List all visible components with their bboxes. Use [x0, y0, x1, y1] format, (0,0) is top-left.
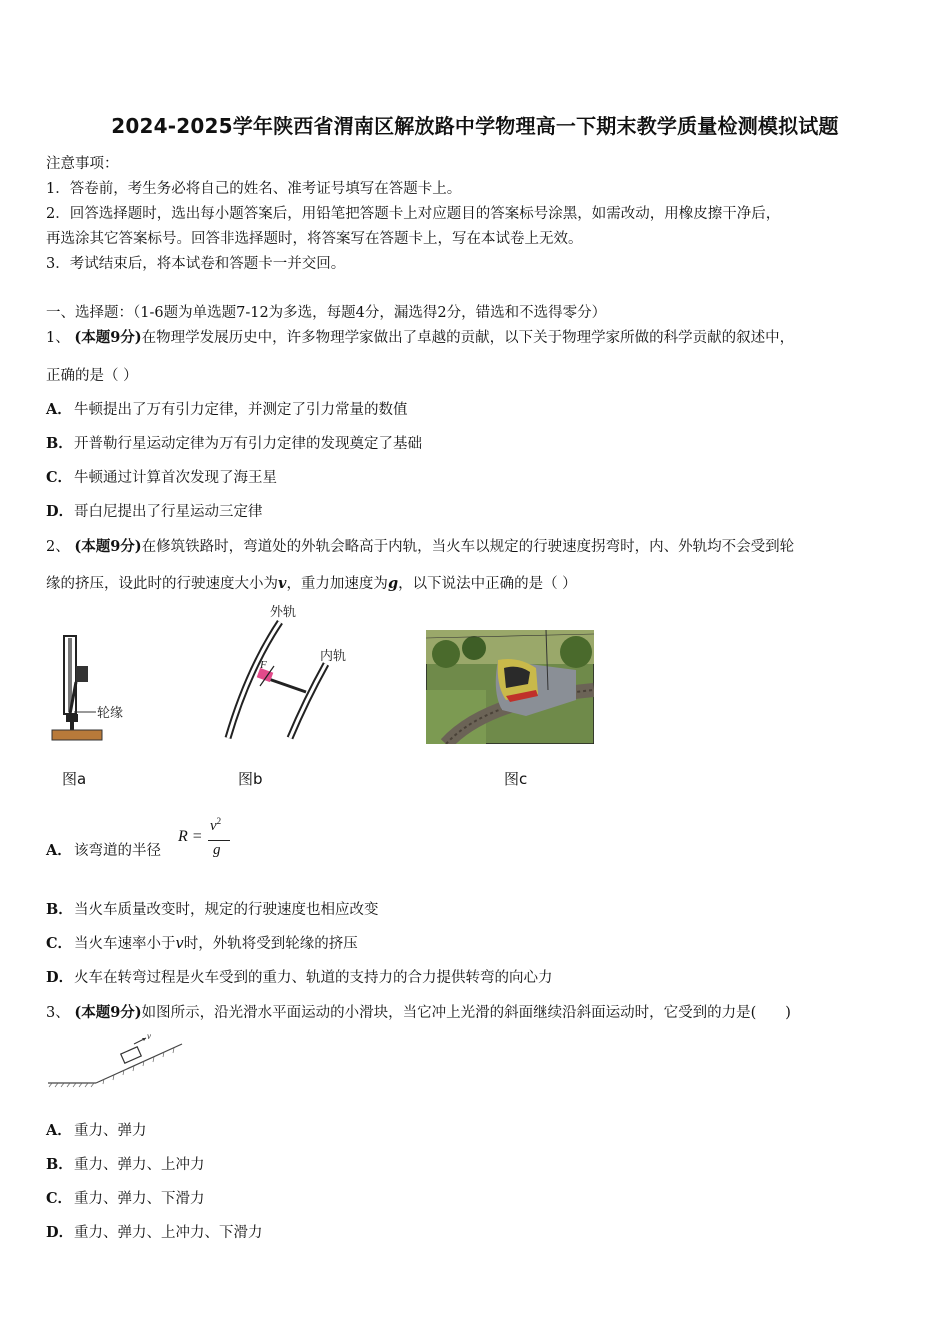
var-v: v — [278, 575, 287, 592]
caption-fig-c: 图c — [504, 770, 528, 788]
option-letter: A． — [46, 1122, 72, 1139]
q1-option-c-text: 牛顿通过计算首次发现了海王星 — [74, 470, 277, 486]
velocity-label: v — [147, 1031, 151, 1041]
option-letter: C． — [46, 469, 73, 486]
q3-score: (本题9分) — [74, 1004, 142, 1021]
q3-option-c — [46, 1187, 205, 1208]
option-letter: C． — [46, 1190, 73, 1207]
wheel-hub — [76, 666, 88, 682]
q2-option-a-text: 该弯道的半径 — [74, 843, 161, 859]
rail-head — [66, 714, 78, 722]
q3-option-b-text: 重力、弹力、上冲力 — [74, 1157, 205, 1173]
q2-option-b — [46, 898, 379, 919]
q1-stem — [46, 326, 794, 347]
q2-stem — [46, 535, 794, 556]
q1-option-b — [46, 432, 422, 453]
ground-hatching — [49, 1048, 174, 1087]
option-letter: B． — [46, 901, 73, 918]
section-heading: 一、选择题：（1-6题为单选题7-12为多选，每题4分，漏选得2分，错选和不选得零分） — [46, 305, 607, 321]
q1-option-c — [46, 466, 277, 487]
q3-stem — [46, 1001, 791, 1022]
figure-incline-block — [46, 1030, 186, 1090]
q3-option-a-text: 重力、弹力 — [74, 1123, 147, 1139]
q3-option-c-text: 重力、弹力、下滑力 — [74, 1191, 205, 1207]
label-outer-rail: 外轨 — [270, 605, 297, 620]
q1-option-b-text: 开普勒行星运动定律为万有引力定律的发现奠定了基础 — [74, 436, 422, 452]
formula-num: v — [210, 818, 217, 834]
q1-stem-a: 在物理学发展历史中，许多物理学家做出了卓越的贡献，以下关于物理学家所做的科学贡献的叙述中， — [141, 330, 795, 346]
caption-fig-a: 图a — [62, 770, 87, 788]
page-title: 2024-2025学年陕西省渭南区解放路中学物理高一下期末教学质量检测模拟试题 — [111, 114, 839, 138]
label-force: F — [260, 659, 267, 671]
q2-stem-b — [46, 572, 577, 593]
formula-numerator — [210, 816, 221, 835]
radius-formula — [178, 828, 203, 846]
q2-stem-b1: 缘的挤压，设此时的行驶速度大小为 — [46, 576, 278, 592]
q1-stem-b: 正确的是（ ） — [46, 368, 138, 384]
var-g: g — [387, 575, 399, 592]
q1-score: (本题9分) — [74, 329, 142, 346]
q2-number: 2、 — [46, 539, 70, 555]
option-letter: A． — [46, 842, 72, 859]
q2-stem-b2: ，重力加速度为 — [286, 576, 388, 592]
q3-option-a — [46, 1119, 147, 1140]
q1-option-a — [46, 398, 408, 419]
q1-option-a-text: 牛顿提出了万有引力定律，并测定了引力常量的数值 — [74, 402, 408, 418]
q2-option-d — [46, 966, 553, 987]
notice-heading: 注意事项： — [46, 156, 119, 172]
formula-exp: 2 — [216, 816, 222, 826]
option-letter: B． — [46, 1156, 73, 1173]
q3-option-b — [46, 1153, 205, 1174]
label-inner-rail: 内轨 — [320, 649, 347, 664]
q2-option-b-text: 当火车质量改变时，规定的行驶速度也相应改变 — [74, 902, 379, 918]
q1-number: 1、 — [46, 330, 70, 346]
q2-stem-b3: ，以下说法中正确的是（ ） — [398, 576, 577, 592]
label-wheel-flange: 轮缘 — [97, 706, 124, 721]
notice-item-3: 3．考试结束后，将本试卷和答题卡一并交回。 — [46, 256, 346, 272]
figure-b-tilted-rails — [208, 600, 368, 750]
sleeper — [52, 730, 102, 740]
option-letter: A． — [46, 401, 72, 418]
formula-lhs: R = — [178, 828, 203, 845]
figure-a-wheel-rail — [44, 628, 154, 748]
q2-stem-a: 在修筑铁路时，弯道处的外轨会略高于内轨，当火车以规定的行驶速度拐弯时，内、外轨均不会受到轮 — [141, 539, 795, 555]
q1-option-d-text: 哥白尼提出了行星运动三定律 — [74, 504, 263, 520]
q2-option-c — [46, 932, 358, 953]
option-letter: D． — [46, 969, 74, 986]
q3-number: 3、 — [46, 1005, 70, 1021]
figure-c-train-photo — [426, 630, 594, 744]
option-letter: C． — [46, 935, 73, 952]
q2-option-c-text-1: 当火车速率小于 — [74, 936, 176, 952]
sliding-block — [121, 1047, 142, 1063]
option-letter: D． — [46, 503, 74, 520]
q1-option-d — [46, 500, 263, 521]
option-letter: D． — [46, 1224, 74, 1241]
notice-item-1: 1．答卷前，考生务必将自己的姓名、准考证号填写在答题卡上。 — [46, 181, 462, 197]
q2-option-a — [46, 839, 161, 860]
q2-score: (本题9分) — [74, 538, 142, 555]
var-v: v — [175, 936, 184, 952]
notice-item-2b: 再选涂其它答案标号。回答非选择题时，将答案写在答题卡上，写在本试卷上无效。 — [46, 231, 583, 247]
notice-item-2a: 2．回答选择题时，选出每小题答案后，用铅笔把答题卡上对应题目的答案标号涂黑，如需改动，用橡皮擦干净后， — [46, 206, 781, 222]
q2-option-c-text-2: 时，外轨将受到轮缘的挤压 — [183, 936, 358, 952]
q2-option-d-text: 火车在转弯过程是火车受到的重力、轨道的支持力的合力提供转弯的向心力 — [74, 970, 553, 986]
q3-stem-text: 如图所示，沿光滑水平面运动的小滑块，当它冲上光滑的斜面继续沿斜面运动时，它受到的力是( ) — [141, 1005, 791, 1021]
fraction-bar — [208, 840, 230, 841]
formula-denominator: g — [213, 842, 221, 858]
caption-fig-b: 图b — [238, 770, 263, 788]
q3-option-d — [46, 1221, 263, 1242]
q3-option-d-text: 重力、弹力、上冲力、下滑力 — [74, 1225, 263, 1241]
option-letter: B． — [46, 435, 73, 452]
